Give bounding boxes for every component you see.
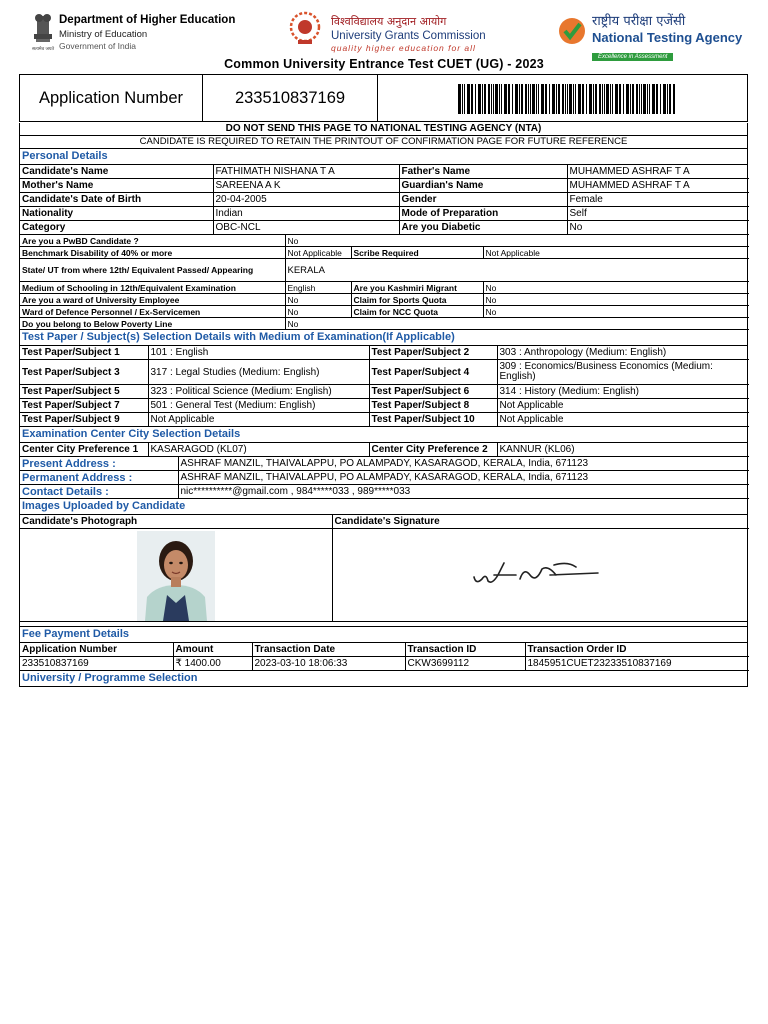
field-label: Permanent Address : xyxy=(20,471,178,485)
column-header: Transaction Order ID xyxy=(525,643,749,657)
field-label: Guardian's Name xyxy=(399,179,567,193)
field-label: Are you a ward of University Employee xyxy=(20,294,285,306)
field-value: nic**********@gmail.com , 984*****033 , 989*****033 xyxy=(178,485,749,499)
field-label: Test Paper/Subject 4 xyxy=(369,360,497,385)
section-fee-payment: Fee Payment Details xyxy=(20,627,747,643)
table-cell: CKW3699112 xyxy=(405,657,525,671)
exam-title: Common University Entrance Test CUET (UG) - 2023 xyxy=(224,57,544,71)
field-value: ASHRAF MANZIL, THAIVALAPPU, PO ALAMPADY, KASARAGOD, KERALA, India, 671123 xyxy=(178,471,749,485)
nta-check-icon xyxy=(557,16,587,46)
field-label: Test Paper/Subject 9 xyxy=(20,413,148,427)
column-header: Transaction ID xyxy=(405,643,525,657)
field-value: OBC-NCL xyxy=(213,221,399,235)
table-cell: ₹ 1400.00 xyxy=(173,657,252,671)
nta-tagline: Excellence in Assessment xyxy=(592,53,673,61)
ministry-name: Ministry of Education xyxy=(59,29,148,40)
field-label: Candidate's Date of Birth xyxy=(20,193,213,207)
field-value: KERALA xyxy=(285,259,749,282)
field-value: Not Applicable xyxy=(148,413,369,427)
nta-hindi-name: राष्ट्रीय परीक्षा एजेंसी xyxy=(592,14,686,29)
table-row xyxy=(20,643,749,657)
field-value: English xyxy=(285,282,351,294)
field-label: Test Paper/Subject 6 xyxy=(369,385,497,399)
section-personal-details: Personal Details xyxy=(20,148,747,165)
field-value: Self xyxy=(567,207,749,221)
field-label: Test Paper/Subject 10 xyxy=(369,413,497,427)
table-row xyxy=(20,360,749,385)
table-cell: 1845951CUET23233510837169 xyxy=(525,657,749,671)
candidate-photo xyxy=(137,531,215,621)
table-row xyxy=(20,318,749,330)
field-label: Mother's Name xyxy=(20,179,213,193)
signature-label: Candidate's Signature xyxy=(332,515,749,529)
images-row xyxy=(20,529,747,622)
field-label: Test Paper/Subject 5 xyxy=(20,385,148,399)
ugc-english-name: University Grants Commission xyxy=(331,30,486,42)
nta-english-name: National Testing Agency xyxy=(592,30,743,45)
field-label: Benchmark Disability of 40% or more xyxy=(20,247,285,259)
table-row xyxy=(20,294,749,306)
exam-center-table xyxy=(20,443,749,457)
table-row xyxy=(20,179,749,193)
field-value: Not Applicable xyxy=(497,413,749,427)
page-header xyxy=(18,8,750,60)
field-label: Are you Kashmiri Migrant xyxy=(351,282,483,294)
section-exam-center: Examination Center City Selection Details xyxy=(20,427,747,443)
field-value: ASHRAF MANZIL, THAIVALAPPU, PO ALAMPADY, KASARAGOD, KERALA, India, 671123 xyxy=(178,457,749,471)
field-value: Female xyxy=(567,193,749,207)
field-label: Test Paper/Subject 2 xyxy=(369,346,497,360)
column-header: Amount xyxy=(173,643,252,657)
field-label: Test Paper/Subject 1 xyxy=(20,346,148,360)
application-number-value: 233510837169 xyxy=(203,75,378,121)
emblem-caption: सत्यमेव जयते xyxy=(31,47,55,52)
field-value: No xyxy=(285,318,749,330)
ugc-tagline: quality higher education for all xyxy=(331,43,476,53)
nta-block xyxy=(592,11,742,63)
field-value: No xyxy=(483,306,749,318)
field-value: No xyxy=(285,235,749,247)
table-row xyxy=(20,515,749,529)
field-label: Test Paper/Subject 3 xyxy=(20,360,148,385)
field-value: 20-04-2005 xyxy=(213,193,399,207)
field-label: Test Paper/Subject 7 xyxy=(20,399,148,413)
field-value: Indian xyxy=(213,207,399,221)
table-cell: 233510837169 xyxy=(20,657,173,671)
field-value: FATHIMATH NISHANA T A xyxy=(213,165,399,179)
candidate-signature xyxy=(470,555,610,591)
field-value: SAREENA A K xyxy=(213,179,399,193)
field-label: Contact Details : xyxy=(20,485,178,499)
field-value: KASARAGOD (KL07) xyxy=(148,443,369,457)
photo-label: Candidate's Photograph xyxy=(20,515,332,529)
column-header: Transaction Date xyxy=(252,643,405,657)
national-emblem-icon xyxy=(23,12,63,54)
field-label: Medium of Schooling in 12th/Equivalent Examination xyxy=(20,282,285,294)
table-row xyxy=(20,282,749,294)
field-label: Scribe Required xyxy=(351,247,483,259)
table-row xyxy=(20,413,749,427)
ugc-block xyxy=(331,14,486,53)
barcode-icon xyxy=(458,84,678,114)
address-table xyxy=(20,457,749,499)
field-label: Mode of Preparation xyxy=(399,207,567,221)
field-value: 501 : General Test (Medium: English) xyxy=(148,399,369,413)
field-value: MUHAMMED ASHRAF T A xyxy=(567,179,749,193)
field-label: Gender xyxy=(399,193,567,207)
table-row xyxy=(20,399,749,413)
table-row xyxy=(20,485,749,499)
field-value: 317 : Legal Studies (Medium: English) xyxy=(148,360,369,385)
test-papers-table xyxy=(20,346,749,427)
table-row xyxy=(20,657,749,671)
field-label: Present Address : xyxy=(20,457,178,471)
table-row xyxy=(20,385,749,399)
field-value: 101 : English xyxy=(148,346,369,360)
column-header: Application Number xyxy=(20,643,173,657)
ugc-hindi-name: विश्वविद्यालय अनुदान आयोग xyxy=(331,15,447,28)
table-row xyxy=(20,165,749,179)
table-row xyxy=(20,471,749,485)
field-value: 323 : Political Science (Medium: English) xyxy=(148,385,369,399)
field-label: Category xyxy=(20,221,213,235)
field-label: Ward of Defence Personnel / Ex-Servicemen xyxy=(20,306,285,318)
field-label: Claim for NCC Quota xyxy=(351,306,483,318)
section-images: Images Uploaded by Candidate xyxy=(20,499,747,515)
field-label: Claim for Sports Quota xyxy=(351,294,483,306)
field-value: 309 : Economics/Business Economics (Medium: English) xyxy=(497,360,749,385)
ministry-block xyxy=(59,14,235,51)
table-cell: 2023-03-10 18:06:33 xyxy=(252,657,405,671)
table-row xyxy=(20,235,749,247)
fee-payment-table xyxy=(20,643,749,671)
field-value: Not Applicable xyxy=(483,247,749,259)
notice-do-not-send: DO NOT SEND THIS PAGE TO NATIONAL TESTING AGENCY (NTA) xyxy=(20,123,747,136)
table-row xyxy=(20,221,749,235)
field-value: No xyxy=(285,294,351,306)
table-row xyxy=(20,306,749,318)
table-row xyxy=(20,457,749,471)
field-label: Do you belong to Below Poverty Line xyxy=(20,318,285,330)
additional-details-table xyxy=(20,235,749,330)
field-label: Are you Diabetic xyxy=(399,221,567,235)
field-value: Not Applicable xyxy=(497,399,749,413)
application-number-label: Application Number xyxy=(20,75,203,121)
table-row xyxy=(20,259,749,282)
field-label: Center City Preference 2 xyxy=(369,443,497,457)
department-name: Department of Higher Education xyxy=(59,14,236,26)
section-test-papers: Test Paper / Subject(s) Selection Details with Medium of Examination(If Applicable) xyxy=(20,330,747,346)
field-value: No xyxy=(567,221,749,235)
table-row xyxy=(20,346,749,360)
field-label: Center City Preference 1 xyxy=(20,443,148,457)
section-university-selection: University / Programme Selection xyxy=(22,672,198,684)
field-label: Are you a PwBD Candidate ? xyxy=(20,235,285,247)
government-name: Government of India xyxy=(59,41,137,51)
personal-details-table xyxy=(20,165,749,235)
table-row xyxy=(20,443,749,457)
field-value: Not Applicable xyxy=(285,247,351,259)
field-label: Test Paper/Subject 8 xyxy=(369,399,497,413)
images-label-table xyxy=(20,515,749,529)
field-value: 303 : Anthropology (Medium: English) xyxy=(497,346,749,360)
field-value: No xyxy=(285,306,351,318)
field-value: 314 : History (Medium: English) xyxy=(497,385,749,399)
notice-retain-printout: CANDIDATE IS REQUIRED TO RETAIN THE PRINTOUT OF CONFIRMATION PAGE FOR FUTURE REFERENCE xyxy=(139,136,628,147)
field-label: State/ UT from where 12th/ Equivalent Passed/ Appearing xyxy=(20,259,285,282)
field-value: MUHAMMED ASHRAF T A xyxy=(567,165,749,179)
table-row xyxy=(20,193,749,207)
field-value: No xyxy=(483,294,749,306)
ugc-logo-icon xyxy=(286,10,324,50)
table-row xyxy=(20,247,749,259)
table-row xyxy=(20,207,749,221)
field-label: Father's Name xyxy=(399,165,567,179)
field-value: KANNUR (KL06) xyxy=(497,443,749,457)
application-number-box xyxy=(19,74,748,122)
form-body xyxy=(19,123,748,687)
field-label: Nationality xyxy=(20,207,213,221)
field-label: Candidate's Name xyxy=(20,165,213,179)
field-value: No xyxy=(483,282,749,294)
